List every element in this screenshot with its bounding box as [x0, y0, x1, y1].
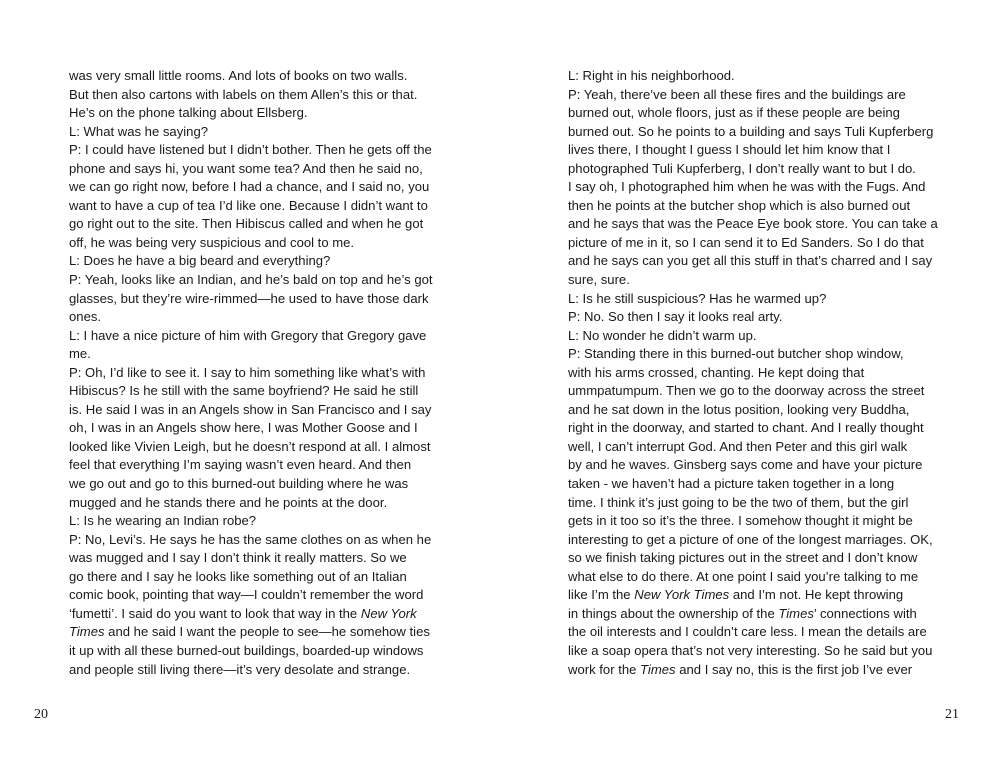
text-line: sure, sure.	[568, 272, 630, 288]
text-line: P: No. So then I say it looks real arty.	[568, 309, 783, 325]
text-line: by and he waves. Ginsberg says come and have your picture	[568, 457, 923, 473]
text-line: He’s on the phone talking about Ellsberg.	[69, 105, 308, 121]
text-line: time. I think it’s just going to be the two of them, but the girl	[568, 494, 909, 510]
text-line: we go out and go to this burned-out building where he was	[69, 476, 409, 492]
text-segment: ’ connections with	[813, 605, 917, 621]
text-line: P: I could have listened but I didn’t bother. Then he gets off the	[69, 142, 432, 158]
text-line: is. He said I was in an Angels show in San Francisco and I say	[69, 401, 432, 417]
text-line: feel that everything I’m saying wasn’t even heard. And then	[69, 457, 412, 473]
text-line: P: Yeah, there’ve been all these fires and the buildings are	[568, 86, 906, 102]
text-line: gets in it too so it’s the three. I somehow thought it might be	[568, 513, 913, 529]
italic-title: Times	[640, 661, 676, 677]
text-line: want to have a cup of tea I’d like one. Because I didn’t want to	[69, 197, 428, 213]
text-line: lives there, I thought I guess I should let him know that I	[568, 142, 891, 158]
text-line: comic book, pointing that way—I couldn’t remember the word	[69, 587, 424, 603]
text-line: burned out. So he points to a building and says Tuli Kupferberg	[568, 123, 934, 139]
text-line: P: Oh, I’d like to see it. I say to him something like what’s with	[69, 364, 426, 380]
text-segment: and he said I want the people to see—he somehow ties	[108, 624, 430, 640]
text-line: L: Is he wearing an Indian robe?	[69, 513, 257, 529]
text-line: ones.	[69, 309, 102, 325]
italic-title: New York	[360, 605, 417, 621]
text-line: me.	[69, 346, 91, 362]
text-line: right in the doorway, and started to chant. And I really thought	[568, 420, 924, 436]
text-line: and he sat down in the lotus position, looking very Buddha,	[568, 401, 910, 417]
left-page-text	[69, 67, 433, 679]
text-line: photographed Tuli Kupferberg, I don’t really want to but I do.	[568, 160, 916, 176]
text-line: well, I can’t interrupt God. And then Peter and this girl walk	[568, 438, 908, 454]
text-line: mugged and he stands there and he points at the door.	[69, 494, 388, 510]
text-segment: and I’m not. He kept throwing	[729, 587, 904, 603]
text-line: But then also cartons with labels on them Allen’s this or that.	[69, 86, 418, 102]
text-segment: like I’m the	[568, 587, 631, 603]
text-line: I say oh, I photographed him when he was with the Fugs. And	[568, 179, 926, 195]
text-line: oh, I was in an Angels show here, I was Mother Goose and I	[69, 420, 418, 436]
italic-title: Times	[778, 605, 814, 621]
text-line	[69, 605, 433, 624]
text-line: and people still living there—it’s very desolate and strange.	[69, 661, 411, 677]
right-page-text	[568, 67, 938, 679]
text-line: it up with all these burned-out buildings, boarded-up windows	[69, 642, 424, 658]
text-line: burned out, whole floors, just as if these people are being	[568, 105, 900, 121]
text-line: L: I have a nice picture of him with Gregory that Gregory gave	[69, 327, 427, 343]
text-line: with his arms crossed, chanting. He kept doing that	[568, 364, 865, 380]
text-line: go right out to the site. Then Hibiscus called and when he got	[69, 216, 424, 232]
text-line: L: Does he have a big beard and everything?	[69, 253, 331, 269]
text-line: P: Standing there in this burned-out butcher shop window,	[568, 346, 904, 362]
text-line: what else to do there. At one point I said you’re talking to me	[568, 568, 919, 584]
text-line: L: Is he still suspicious? Has he warmed up?	[568, 290, 827, 306]
text-line: we can go right now, before I had a chance, and I said no, you	[69, 179, 430, 195]
text-line: P: Yeah, looks like an Indian, and he’s bald on top and he’s got	[69, 272, 433, 288]
text-line: was very small little rooms. And lots of books on two walls.	[69, 68, 408, 83]
text-line: off, he was being very suspicious and cool to me.	[69, 234, 355, 250]
text-line: P: No, Levi’s. He says he has the same clothes on as when he	[69, 531, 432, 547]
text-line	[69, 623, 433, 642]
text-segment: ‘fumetti’. I said do you want to look that way in the	[69, 605, 358, 621]
text-line: and he says can you get all this stuff in that’s charred and I say	[568, 253, 933, 269]
text-line: picture of me in it, so I can send it to Ed Sanders. So I do that	[568, 234, 924, 250]
text-line: so we finish taking pictures out in the street and I don’t know	[568, 550, 918, 566]
text-line	[568, 605, 938, 624]
text-line: L: No wonder he didn’t warm up.	[568, 327, 757, 343]
text-line: phone and says hi, you want some tea? And then he said no,	[69, 160, 423, 176]
text-segment: and I say no, this is the first job I’ve ever	[675, 661, 913, 677]
text-segment: in things about the ownership of the	[568, 605, 775, 621]
italic-title: New York Times	[634, 587, 730, 603]
text-line: like a soap opera that’s not very interesting. So he said but you	[568, 642, 933, 658]
text-line: glasses, but they’re wire-rimmed—he used to have those dark	[69, 290, 429, 306]
text-line: go there and I say he looks like something out of an Italian	[69, 568, 407, 584]
italic-title: Times	[69, 624, 105, 640]
text-line: the oil interests and I couldn’t care less. I mean the details are	[568, 624, 927, 640]
text-line: interesting to get a picture of one of the longest marriages. OK,	[568, 531, 933, 547]
text-line: ummpatumpum. Then we go to the doorway across the street	[568, 383, 925, 399]
right-page	[498, 0, 996, 758]
text-line	[568, 586, 938, 605]
page-number: 20	[34, 707, 48, 722]
text-line: taken - we haven’t had a picture taken together in a long	[568, 476, 895, 492]
text-line: was mugged and I say I don’t think it really matters. So we	[69, 550, 407, 566]
text-line: L: Right in his neighborhood.	[568, 68, 735, 83]
text-line: then he points at the butcher shop which is also burned out	[568, 197, 911, 213]
page-number: 21	[945, 707, 959, 722]
text-line: Hibiscus? Is he still with the same boyfriend? He said he still	[69, 383, 419, 399]
text-line	[568, 661, 938, 680]
text-line: and he says that was the Peace Eye book store. You can take a	[568, 216, 938, 232]
text-segment: work for the	[568, 661, 637, 677]
text-line: L: What was he saying?	[69, 123, 209, 139]
text-line: looked like Vivien Leigh, but he doesn’t respond at all. I almost	[69, 438, 431, 454]
